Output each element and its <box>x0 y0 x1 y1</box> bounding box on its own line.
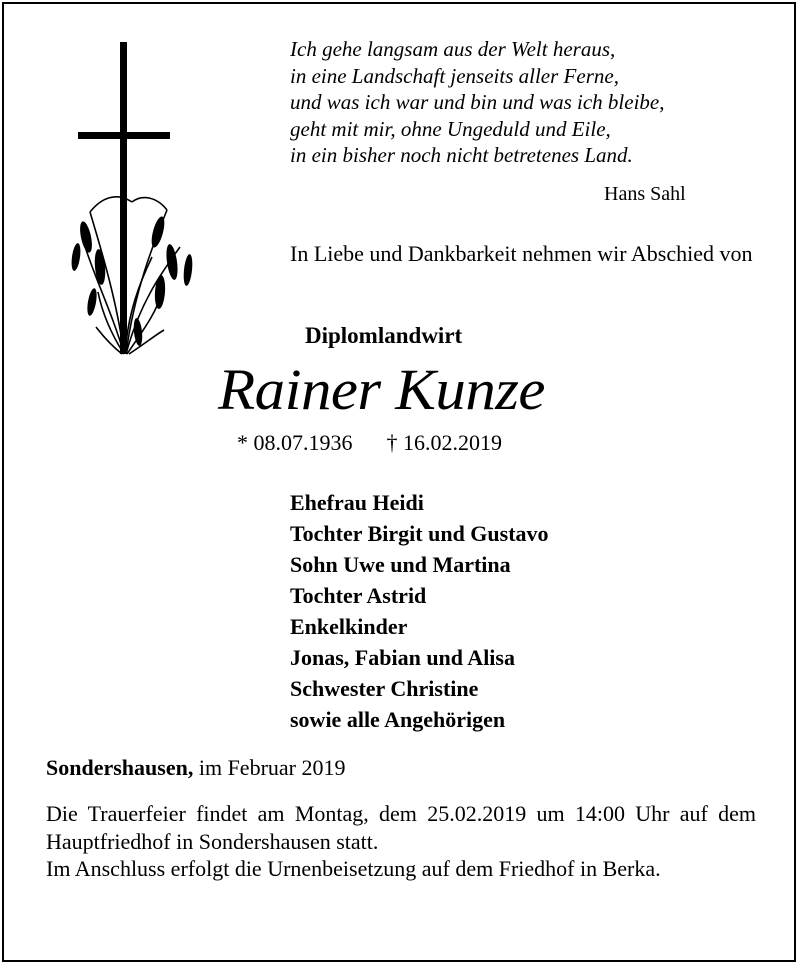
mourner-line: Enkelkinder <box>290 614 408 639</box>
poem-author: Hans Sahl <box>604 183 686 205</box>
cross-with-grass-icon <box>62 42 202 358</box>
place-city: Sondershausen, <box>46 755 194 780</box>
mourner-line: Schwester Christine <box>290 676 479 701</box>
intro-text: In Liebe und Dankbarkeit nehmen wir Abschied von <box>290 241 753 266</box>
mourners-list <box>290 487 549 735</box>
mourner-line: Sohn Uwe und Martina <box>290 552 511 577</box>
poem-line: Ich gehe langsam aus der Welt heraus, <box>290 37 616 61</box>
service-info <box>46 800 756 883</box>
deceased-title: Diplomlandwirt <box>305 323 463 348</box>
place-month: im Februar 2019 <box>198 755 346 780</box>
birth-date: * 08.07.1936 <box>237 430 353 455</box>
mourner-line: Tochter Birgit und Gustavo <box>290 521 549 546</box>
mourner-line: sowie alle Angehörigen <box>290 707 506 732</box>
mourner-line: Tochter Astrid <box>290 583 427 608</box>
poem-line: in eine Landschaft jenseits aller Ferne, <box>290 63 619 88</box>
mourner-line: Jonas, Fabian und Alisa <box>290 645 515 670</box>
service-paragraph: Im Anschluss erfolgt die Urnenbeisetzung auf dem Friedhof in Berka. <box>46 856 661 881</box>
poem-line: geht mit mir, ohne Ungeduld und Eile, <box>290 116 611 141</box>
poem-line: und was ich war und bin und was ich bleibe, <box>290 90 665 114</box>
life-dates <box>237 430 502 456</box>
deceased-name: Rainer Kunze <box>218 357 545 422</box>
place-date <box>46 755 346 781</box>
poem-line: in ein bisher noch nicht betretenes Land. <box>290 143 633 167</box>
poem <box>290 36 720 169</box>
death-date: † 16.02.2019 <box>386 430 502 455</box>
mourner-line: Ehefrau Heidi <box>290 490 424 515</box>
service-paragraph: Die Trauerfeier findet am Montag, dem 25.02.2019 um 14:00 Uhr auf dem Hauptfriedhof in Sondershausen statt. <box>46 801 756 854</box>
